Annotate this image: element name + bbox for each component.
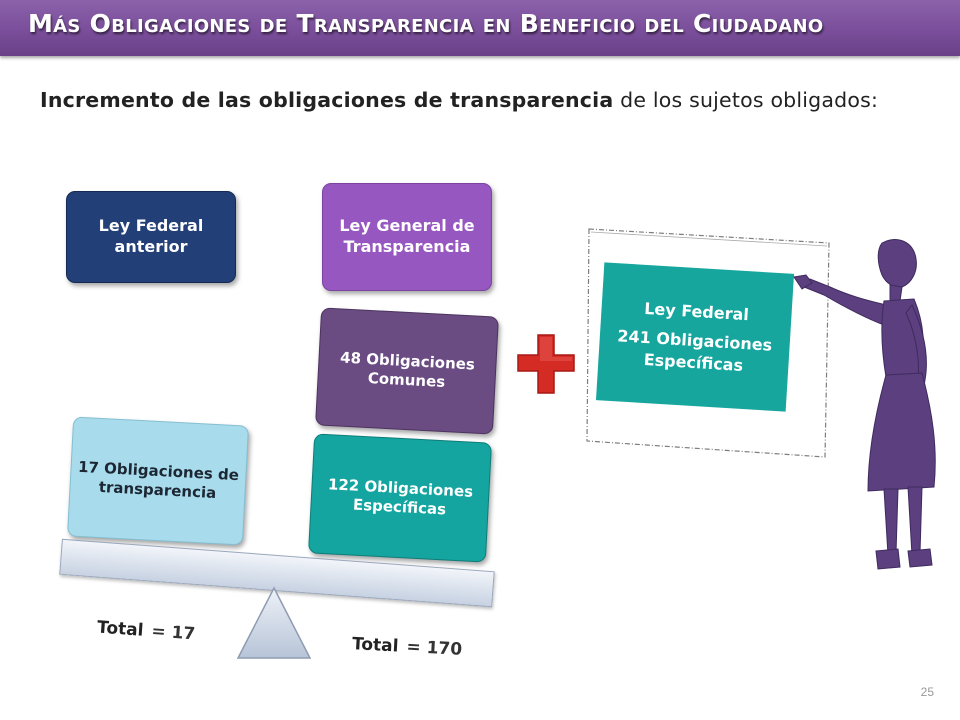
title-bar — [0, 0, 960, 56]
ley-federal-241-box — [596, 262, 794, 411]
slide-title: Más Obligaciones de Transparencia en Beneficio del Ciudadano — [28, 9, 824, 38]
callout-value: 241 Obligaciones Específicas — [616, 326, 773, 375]
subtitle — [40, 88, 878, 112]
left-total — [96, 618, 195, 645]
ley-federal-anterior-box: Ley Federal anterior — [66, 191, 236, 283]
woman-presenter-icon — [790, 235, 940, 585]
left-total-value: = 17 — [150, 621, 196, 645]
subtitle-bold: Incremento de las obligaciones de transparencia — [40, 88, 614, 112]
obligaciones-transparencia-box: 17 Obligaciones de transparencia — [67, 416, 249, 545]
plus-icon — [516, 333, 576, 395]
obligaciones-especificas-box: 122 Obligaciones Específicas — [308, 433, 492, 562]
ley-general-box: Ley General de Transparencia — [322, 183, 492, 291]
obligaciones-comunes-box: 48 Obligaciones Comunes — [315, 307, 499, 434]
right-total — [352, 634, 463, 660]
right-total-value: = 170 — [405, 636, 463, 660]
subtitle-rest: de los sujetos obligados: — [613, 88, 879, 112]
page-number: 25 — [920, 685, 934, 699]
callout-title: Ley Federal — [643, 298, 750, 324]
left-total-label: Total — [96, 617, 145, 641]
right-total-label: Total — [351, 634, 399, 657]
scale-fulcrum-icon — [236, 586, 312, 660]
